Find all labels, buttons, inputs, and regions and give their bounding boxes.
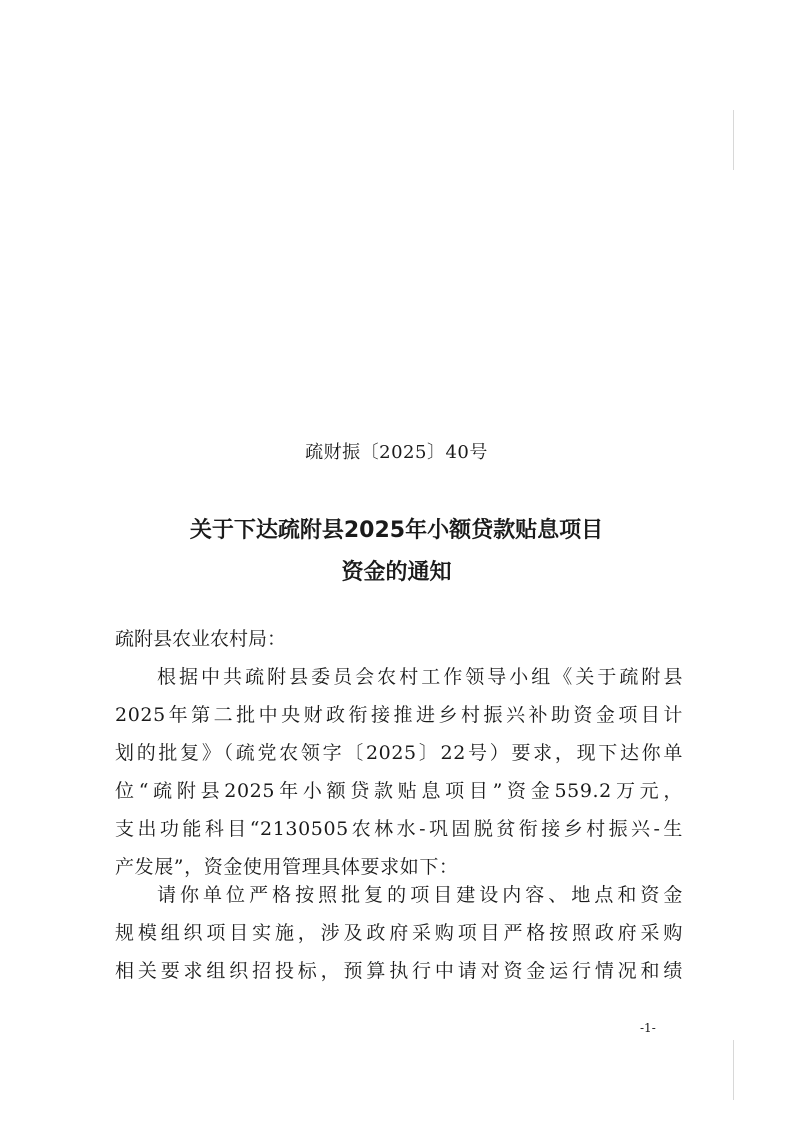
page-number: -1- xyxy=(640,1021,656,1035)
paragraph-line: 请你单位严格按照批复的项目建设内容、地点和资金 xyxy=(157,884,683,906)
title-line: 资金的通知 xyxy=(341,560,452,585)
paragraph-line: 规模组织项目实施，涉及政府采购项目严格按照政府采购 xyxy=(115,922,683,944)
paragraph-line: 位“疏附县2025年小额贷款贴息项目”资金559.2万元， xyxy=(115,780,683,802)
paragraph-line: 产发展”，资金使用管理具体要求如下： xyxy=(115,856,459,878)
paragraph-line: 2025年第二批中央财政衔接推进乡村振兴补助资金项目计 xyxy=(115,704,683,726)
paragraph-line: 相关要求组织招投标，预算执行中请对资金运行情况和绩 xyxy=(115,960,683,982)
body-paragraph xyxy=(115,876,683,990)
paragraph-line: 支出功能科目“2130505农林水-巩固脱贫衔接乡村振兴-生 xyxy=(115,818,683,840)
document-title xyxy=(0,510,793,594)
paragraph-line: 根据中共疏附县委员会农村工作领导小组《关于疏附县 xyxy=(157,666,683,688)
scan-edge-mark xyxy=(733,110,734,170)
title-line: 关于下达疏附县2025年小额贷款贴息项目 xyxy=(189,518,604,543)
body-paragraph xyxy=(115,658,683,886)
paragraph-line: 划的批复》（疏党农领字〔2025〕22号）要求，现下达你单 xyxy=(115,742,683,764)
document-number: 疏财振〔2025〕40号 xyxy=(305,442,488,463)
scan-edge-mark xyxy=(733,1040,734,1100)
recipient: 疏附县农业农村局： xyxy=(115,628,287,650)
